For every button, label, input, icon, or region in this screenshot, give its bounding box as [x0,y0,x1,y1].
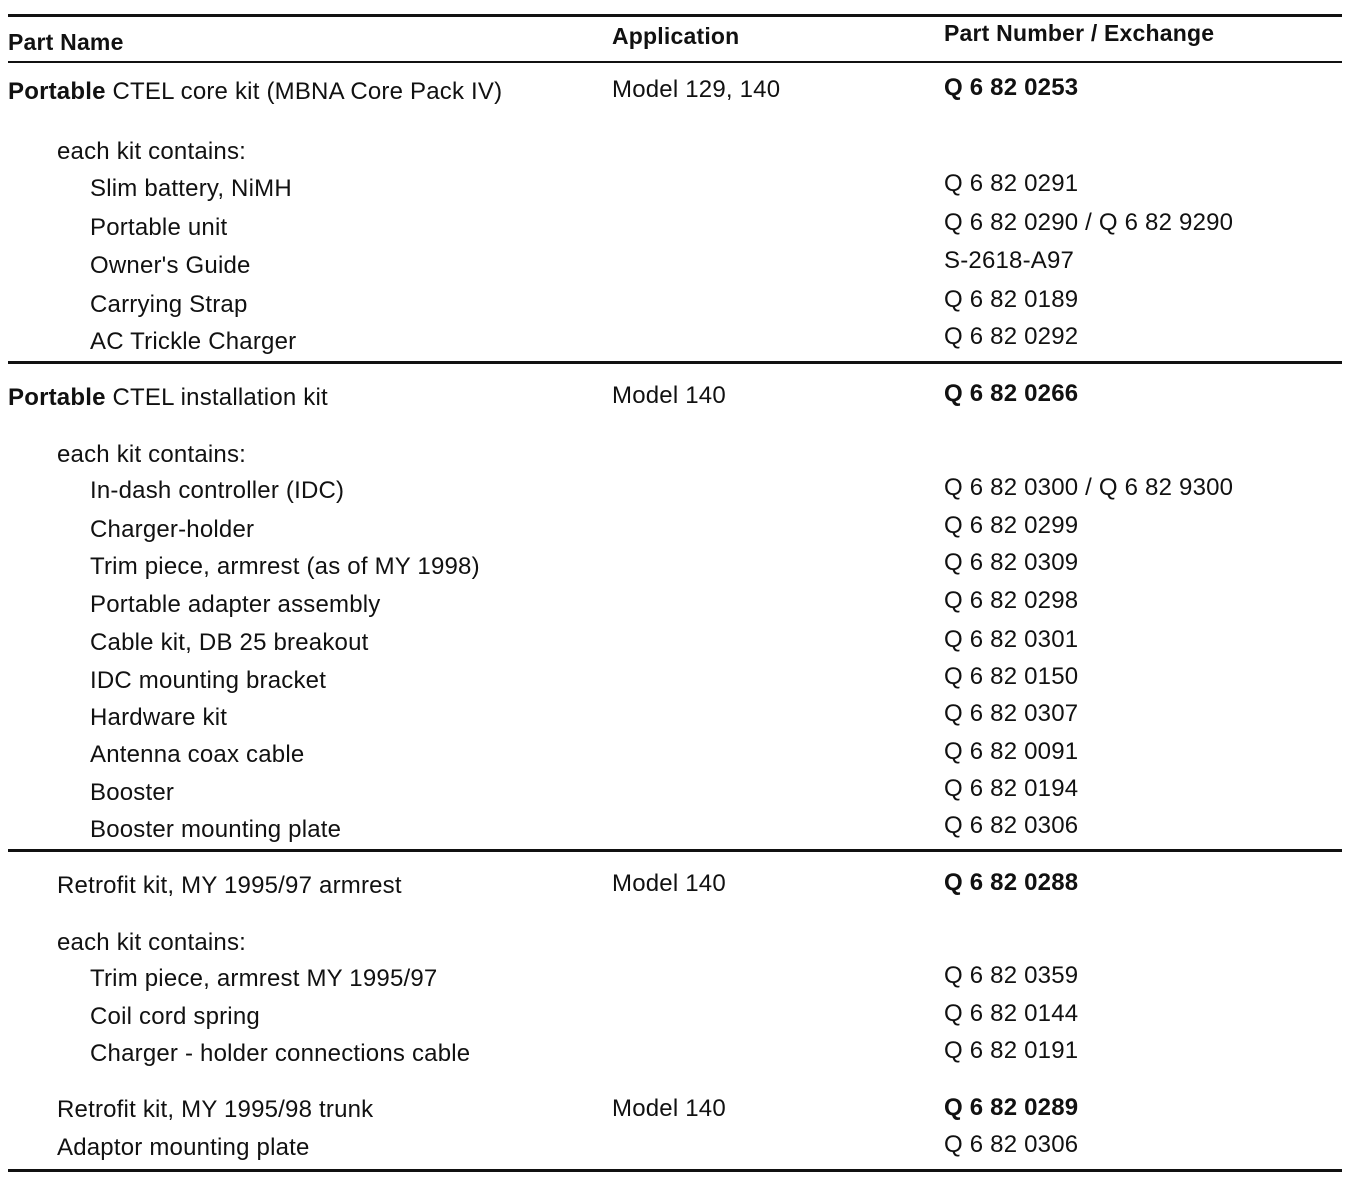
item-part-number: Q 6 82 0292 [944,323,1079,350]
section2-title-bold: Portable [8,384,106,411]
item-name: Portable adapter assembly [90,591,381,618]
item-name: Owner's Guide [90,252,251,279]
adaptor-plate-part-number: Q 6 82 0306 [944,1131,1079,1158]
section1-title [8,78,502,106]
section3-title: Retrofit kit, MY 1995/97 armrest [57,872,402,899]
item-name: Trim piece, armrest (as of MY 1998) [90,553,480,580]
bottom-rule [8,1169,1342,1172]
item-name: AC Trickle Charger [90,328,297,355]
section1-part-number: Q 6 82 0253 [944,74,1079,101]
item-name: Trim piece, armrest MY 1995/97 [90,965,438,992]
item-name: In-dash controller (IDC) [90,477,345,504]
section2-title-rest: CTEL installation kit [105,384,328,411]
item-name: Charger - holder connections cable [90,1040,471,1067]
section1-rule [8,361,1342,364]
item-name: Booster [90,779,175,806]
item-part-number: Q 6 82 0091 [944,738,1079,765]
section1-title-bold: Portable [8,78,106,105]
column-header-part-name: Part Name [8,29,124,55]
item-name: Hardware kit [90,704,228,731]
trunk-kit-part-number: Q 6 82 0289 [944,1094,1079,1121]
item-part-number: Q 6 82 0299 [944,512,1079,539]
item-part-number: Q 6 82 0144 [944,1000,1079,1027]
item-part-number: Q 6 82 0306 [944,812,1079,839]
section2-rule [8,849,1342,852]
trunk-kit-title: Retrofit kit, MY 1995/98 trunk [57,1096,374,1123]
section3-part-number: Q 6 82 0288 [944,869,1079,896]
item-name: Carrying Strap [90,291,248,318]
item-part-number: Q 6 82 0301 [944,626,1079,653]
column-header-application: Application [612,23,740,49]
item-part-number: Q 6 82 0359 [944,962,1079,989]
item-name: Cable kit, DB 25 breakout [90,629,369,656]
item-part-number: Q 6 82 0191 [944,1037,1079,1064]
item-part-number: Q 6 82 0194 [944,775,1079,802]
item-name: Coil cord spring [90,1003,260,1030]
section1-contains-label: each kit contains: [57,138,247,165]
section1-application: Model 129, 140 [612,76,781,103]
section1-title-rest: CTEL core kit (MBNA Core Pack IV) [105,78,503,105]
item-name: Antenna coax cable [90,741,305,768]
item-part-number: S-2618-A97 [944,247,1075,274]
item-part-number: Q 6 82 0150 [944,663,1079,690]
section2-part-number: Q 6 82 0266 [944,380,1079,407]
adaptor-plate-name: Adaptor mounting plate [57,1134,310,1161]
header-rule [8,61,1342,63]
section3-application: Model 140 [612,870,726,897]
item-part-number: Q 6 82 0290 / Q 6 82 9290 [944,209,1234,236]
item-name: Booster mounting plate [90,816,342,843]
top-rule [8,14,1342,17]
item-name: Portable unit [90,214,228,241]
trunk-kit-application: Model 140 [612,1095,726,1122]
item-part-number: Q 6 82 0298 [944,587,1079,614]
section2-application: Model 140 [612,382,726,409]
item-part-number: Q 6 82 0189 [944,286,1079,313]
section2-contains-label: each kit contains: [57,441,247,468]
item-name: IDC mounting bracket [90,667,327,694]
column-header-part-number: Part Number / Exchange [944,20,1215,46]
item-part-number: Q 6 82 0307 [944,700,1079,727]
item-part-number: Q 6 82 0309 [944,549,1079,576]
section3-contains-label: each kit contains: [57,929,247,956]
item-name: Slim battery, NiMH [90,175,292,202]
item-part-number: Q 6 82 0291 [944,170,1079,197]
item-part-number: Q 6 82 0300 / Q 6 82 9300 [944,474,1234,501]
item-name: Charger-holder [90,516,255,543]
section2-title [8,384,328,412]
